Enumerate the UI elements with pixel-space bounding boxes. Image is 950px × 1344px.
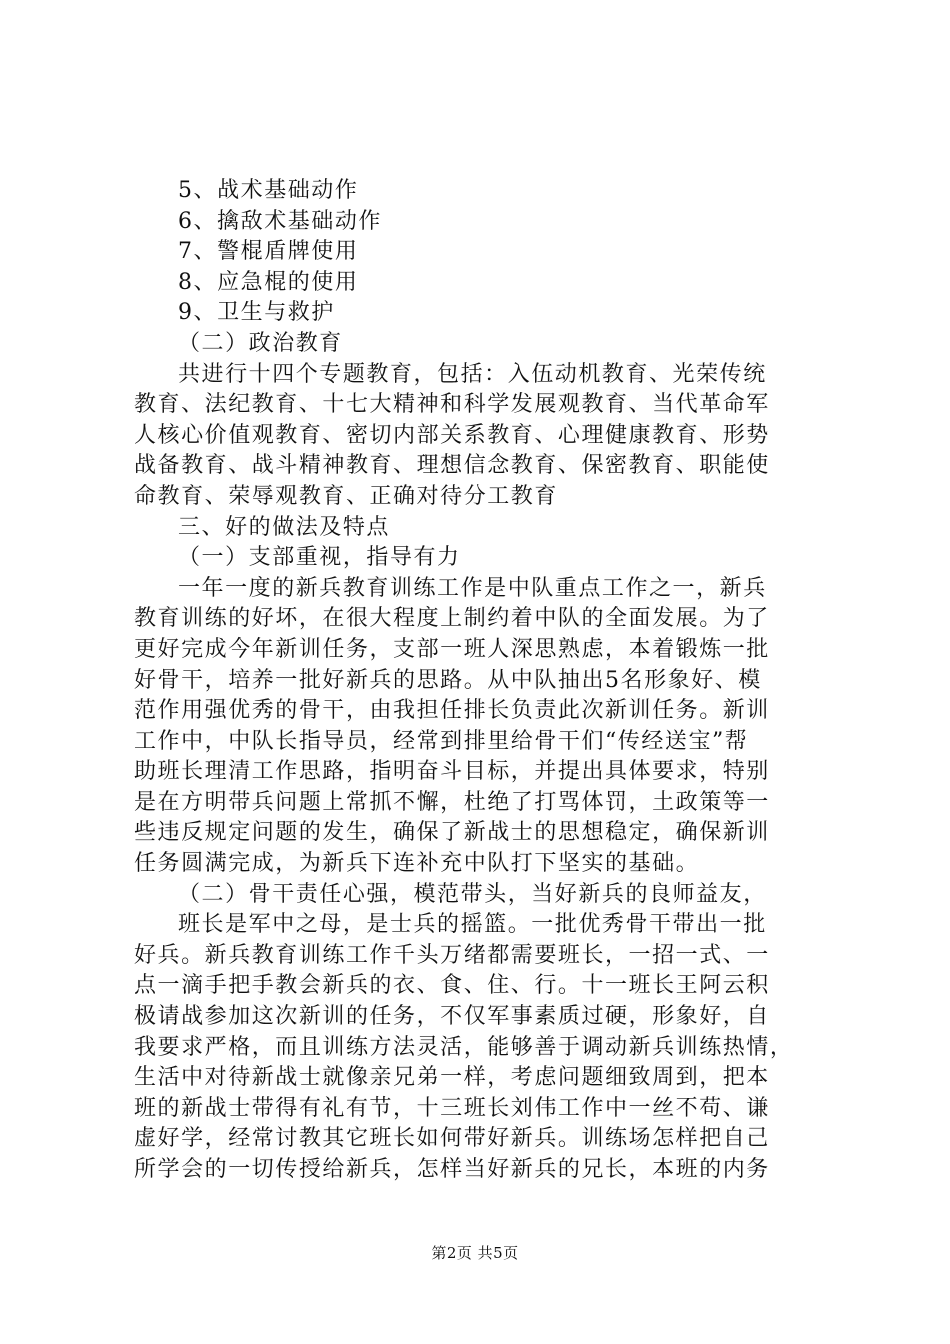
paragraph-line: 共进行十四个专题教育，包括：入伍动机教育、光荣传统 [178,361,767,387]
section-heading-three: 三、好的做法及特点 [178,514,390,540]
paragraph-line: 教育训练的好坏，在很大程度上制约着中队的全面发展。为了 [134,606,770,632]
paragraph-line: 助班长理清工作思路，指明奋斗目标，并提出具体要求，特别 [134,759,770,785]
paragraph-line: 所学会的一切传授给新兵，怎样当好新兵的兄长，本班的内务 [134,1157,770,1182]
paragraph-line: 战备教育、战斗精神教育、理想信念教育、保密教育、职能使 [134,453,770,479]
paragraph-line: 教育、法纪教育、十七大精神和科学发展观教育、当代革命军 [134,392,770,418]
paragraph-line: 班的新战士带得有礼有节，十三班长刘伟工作中一丝不苟、谦 [134,1095,770,1121]
paragraph-line: 一年一度的新兵教育训练工作是中队重点工作之一，新兵 [178,575,767,601]
paragraph-line: 是在方明带兵问题上常抓不懈，杜绝了打骂体罚，土政策等一 [134,789,770,815]
paragraph-line: 极请战参加这次新训的任务，不仅军事素质过硬，形象好，自 [134,1004,770,1030]
subsection-heading-one: （一）支部重视，指导有力 [178,545,461,571]
list-item: 6、擒敌术基础动作 [178,208,382,234]
paragraph-line: 更好完成今年新训任务，支部一班人深思熟虑，本着锻炼一批 [134,636,770,662]
paragraph-line: 班长是军中之母，是士兵的摇篮。一批优秀骨干带出一批 [178,912,767,938]
list-item: 8、应急棍的使用 [178,269,359,295]
paragraph-line: 点一滴手把手教会新兵的衣、食、住、行。十一班长王阿云积 [134,973,770,999]
document-body [134,176,834,1186]
paragraph-line: 命教育、荣辱观教育、正确对待分工教育 [134,483,558,509]
section-heading-political: （二）政治教育 [178,330,343,356]
list-item: 5、战术基础动作 [178,178,359,203]
list-item: 9、卫生与救护 [178,300,335,326]
list-item: 7、警棍盾牌使用 [178,239,359,265]
paragraph-line: 虚好学，经常讨教其它班长如何带好新兵。训练场怎样把自己 [134,1126,770,1152]
paragraph-line: 人核心价值观教育、密切内部关系教育、心理健康教育、形势 [134,422,770,448]
paragraph-line: 些违反规定问题的发生，确保了新战士的思想稳定，确保新训 [134,820,770,846]
paragraph-line: 生活中对待新战士就像亲兄弟一样，考虑问题细致周到，把本 [134,1065,770,1091]
page-footer: 第2页 共5页 [431,1244,519,1262]
paragraph-line: 工作中，中队长指导员，经常到排里给骨干们“传经送宝”帮 [134,728,749,754]
subsection-heading-two: （二）骨干责任心强，模范带头，当好新兵的良师益友， [178,881,767,907]
paragraph-line: 范作用强优秀的骨干，由我担任排长负责此次新训任务。新训 [134,698,770,724]
paragraph-line: 好骨干，培养一批好新兵的思路。从中队抽出5名形象好、模 [134,667,762,693]
paragraph-line: 任务圆满完成，为新兵下连补充中队打下坚实的基础。 [134,851,700,877]
paragraph-line: 我要求严格，而且训练方法灵活，能够善于调动新兵训练热情， [134,1034,794,1060]
paragraph-line: 好兵。新兵教育训练工作千头万绪都需要班长，一招一式、一 [134,942,770,968]
